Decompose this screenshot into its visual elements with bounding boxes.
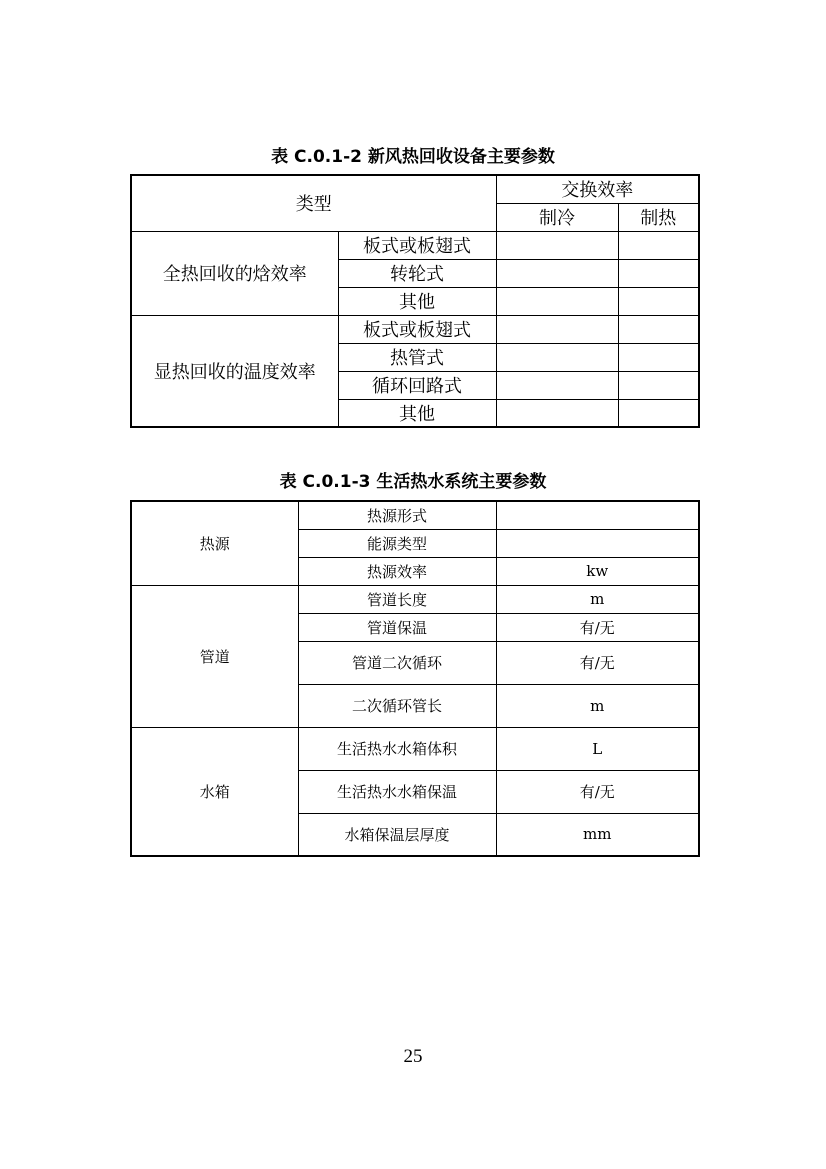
value-cell <box>618 343 699 371</box>
group-label: 全热回收的焓效率 <box>131 231 338 315</box>
param-unit: m <box>496 684 699 727</box>
value-cell <box>496 343 618 371</box>
param-name: 热源形式 <box>298 501 496 529</box>
value-cell <box>496 371 618 399</box>
param-unit: 有/无 <box>496 613 699 641</box>
item-label: 循环回路式 <box>338 371 496 399</box>
item-label: 其他 <box>338 399 496 427</box>
value-cell <box>496 259 618 287</box>
value-cell <box>618 315 699 343</box>
value-cell <box>618 231 699 259</box>
header-type: 类型 <box>131 175 496 231</box>
param-name: 二次循环管长 <box>298 684 496 727</box>
param-unit: mm <box>496 813 699 856</box>
item-label: 转轮式 <box>338 259 496 287</box>
param-name: 生活热水水箱保温 <box>298 770 496 813</box>
value-cell <box>618 287 699 315</box>
value-cell <box>496 399 618 427</box>
header-cooling: 制冷 <box>496 203 618 231</box>
param-unit <box>496 501 699 529</box>
value-cell <box>618 399 699 427</box>
group-label: 热源 <box>131 501 298 585</box>
value-cell <box>618 371 699 399</box>
param-unit: 有/无 <box>496 770 699 813</box>
value-cell <box>618 259 699 287</box>
value-cell <box>496 231 618 259</box>
header-heating: 制热 <box>618 203 699 231</box>
param-unit: 有/无 <box>496 641 699 684</box>
page-number: 25 <box>403 1046 423 1067</box>
group-label: 水箱 <box>131 727 298 856</box>
param-name: 管道长度 <box>298 585 496 613</box>
value-cell <box>496 315 618 343</box>
param-unit: m <box>496 585 699 613</box>
item-label: 板式或板翅式 <box>338 231 496 259</box>
table2-title: 表 C.0.1-3 生活热水系统主要参数 <box>279 472 547 492</box>
hot-water-system-params-table <box>130 500 700 857</box>
param-name: 生活热水水箱体积 <box>298 727 496 770</box>
param-name: 管道保温 <box>298 613 496 641</box>
table1-title: 表 C.0.1-2 新风热回收设备主要参数 <box>271 147 555 167</box>
param-name: 能源类型 <box>298 529 496 557</box>
group-label: 管道 <box>131 585 298 727</box>
param-name: 热源效率 <box>298 557 496 585</box>
group-label: 显热回收的温度效率 <box>131 315 338 427</box>
param-unit: kw <box>496 557 699 585</box>
param-name: 管道二次循环 <box>298 641 496 684</box>
item-label: 热管式 <box>338 343 496 371</box>
header-exchange-efficiency: 交换效率 <box>496 175 699 203</box>
param-unit <box>496 529 699 557</box>
param-unit: L <box>496 727 699 770</box>
param-name: 水箱保温层厚度 <box>298 813 496 856</box>
item-label: 板式或板翅式 <box>338 315 496 343</box>
value-cell <box>496 287 618 315</box>
heat-recovery-params-table <box>130 174 700 428</box>
item-label: 其他 <box>338 287 496 315</box>
